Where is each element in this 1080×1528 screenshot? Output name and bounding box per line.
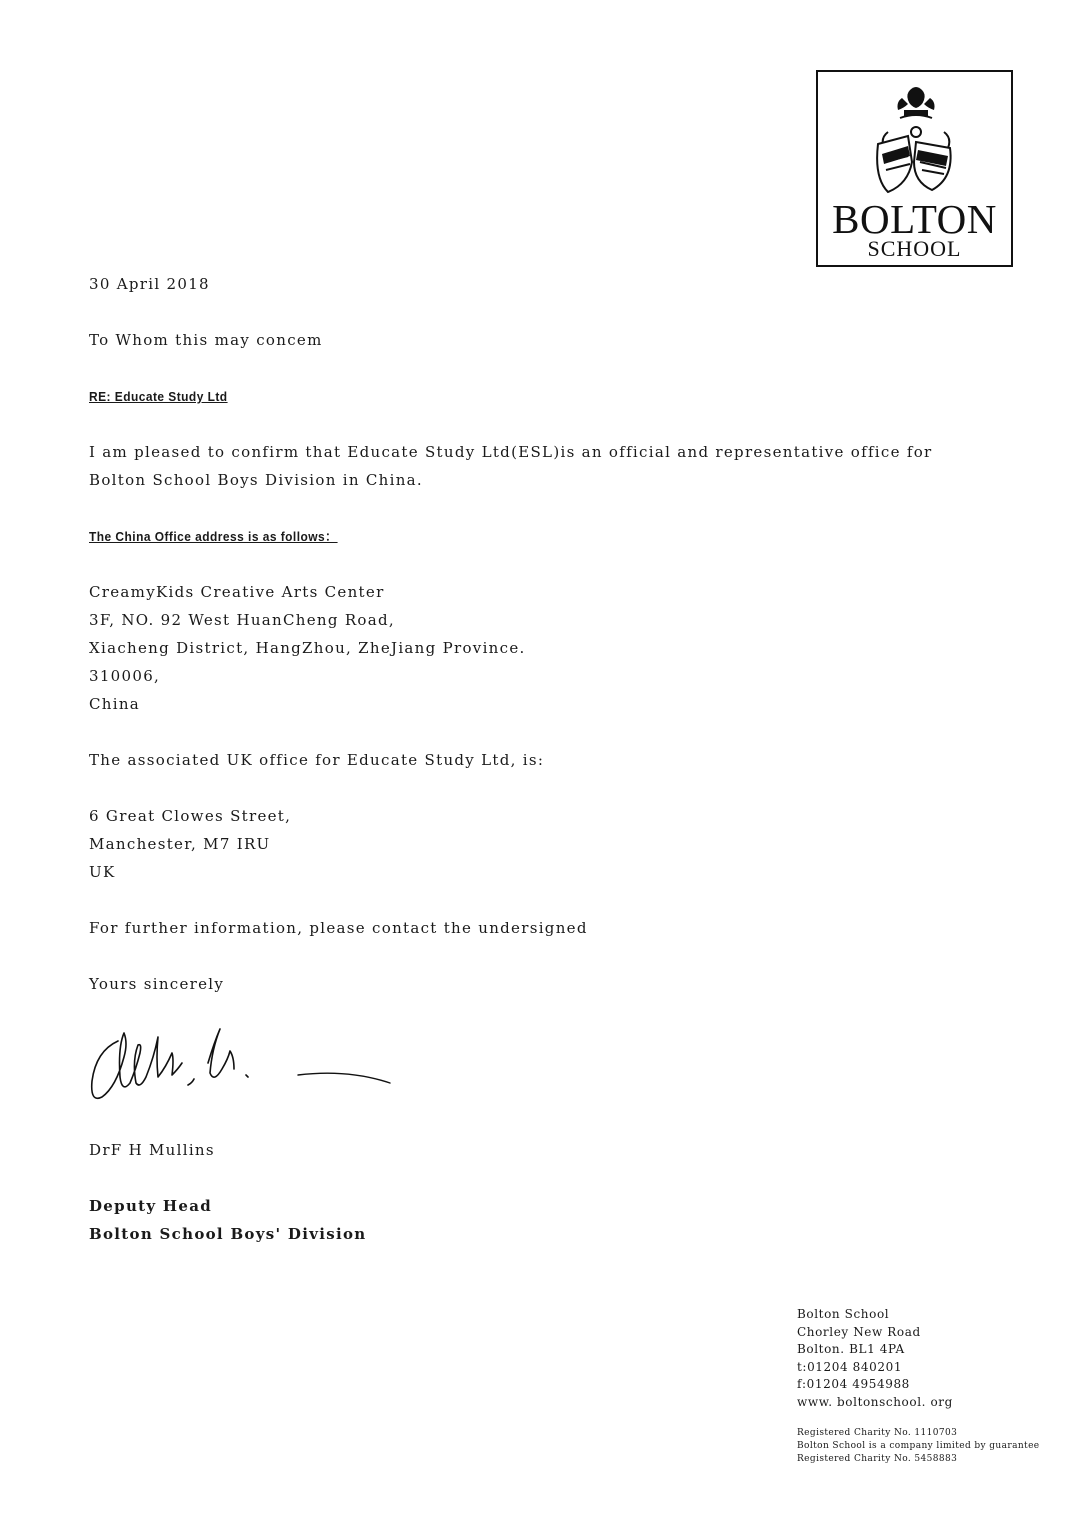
further-info: For further information, please contact the undersigned bbox=[89, 919, 588, 937]
signatory-block bbox=[89, 1136, 929, 1248]
footer-address bbox=[797, 1306, 953, 1411]
signatory-division: Bolton School Boys' Division bbox=[89, 1225, 367, 1243]
uk-address-line: Manchester, M7 IRU bbox=[89, 835, 271, 853]
signatory-title: Deputy Head bbox=[89, 1197, 213, 1215]
legal-line: Registered Charity No. 5458883 bbox=[797, 1454, 958, 1464]
logo-name: BOLTON bbox=[832, 196, 997, 242]
subject-line: RE: Educate Study Ltd bbox=[89, 389, 228, 404]
uk-address-line: 6 Great Clowes Street, bbox=[89, 807, 292, 825]
china-address-line: Xiacheng District, HangZhou, ZheJiang Province. bbox=[89, 639, 526, 657]
footer-website: www. boltonschool. org bbox=[797, 1394, 953, 1409]
legal-line: Bolton School is a company limited by guarantee bbox=[797, 1441, 1040, 1451]
signatory-name: DrF H Mullins bbox=[89, 1141, 215, 1159]
footer-fax: f:01204 4954988 bbox=[797, 1377, 910, 1391]
logo-subtitle: SCHOOL bbox=[867, 236, 962, 261]
china-office-heading: The China Office address is as follows： bbox=[89, 529, 338, 544]
footer-legal bbox=[797, 1427, 1040, 1466]
school-logo bbox=[816, 70, 1013, 267]
letter-body bbox=[89, 270, 933, 998]
intro-line-2: Bolton School Boys Division in China. bbox=[89, 471, 423, 489]
handwritten-signature bbox=[88, 1023, 398, 1111]
footer-line: Bolton School bbox=[797, 1307, 890, 1321]
intro-line-1: I am pleased to confirm that Educate Study Ltd(ESL)is an official and representative office for bbox=[89, 443, 933, 461]
salutation: To Whom this may concem bbox=[89, 331, 323, 349]
letter-date: 30 April 2018 bbox=[89, 275, 210, 293]
footer-line: Bolton. BL1 4PA bbox=[797, 1342, 905, 1356]
uk-address-line: UK bbox=[89, 863, 116, 881]
legal-line: Registered Charity No. 1110703 bbox=[797, 1428, 958, 1438]
school-crest-icon bbox=[870, 84, 962, 196]
footer-line: Chorley New Road bbox=[797, 1324, 921, 1339]
footer-phone: t:01204 840201 bbox=[797, 1359, 903, 1374]
china-address-line: CreamyKids Creative Arts Center bbox=[89, 583, 385, 601]
uk-office-intro: The associated UK office for Educate Study Ltd, is: bbox=[89, 751, 545, 769]
china-address-line: China bbox=[89, 695, 141, 713]
closing: Yours sincerely bbox=[89, 975, 225, 993]
china-address-line: 3F, NO. 92 West HuanCheng Road, bbox=[89, 611, 395, 629]
china-address-line: 310006, bbox=[89, 667, 161, 685]
